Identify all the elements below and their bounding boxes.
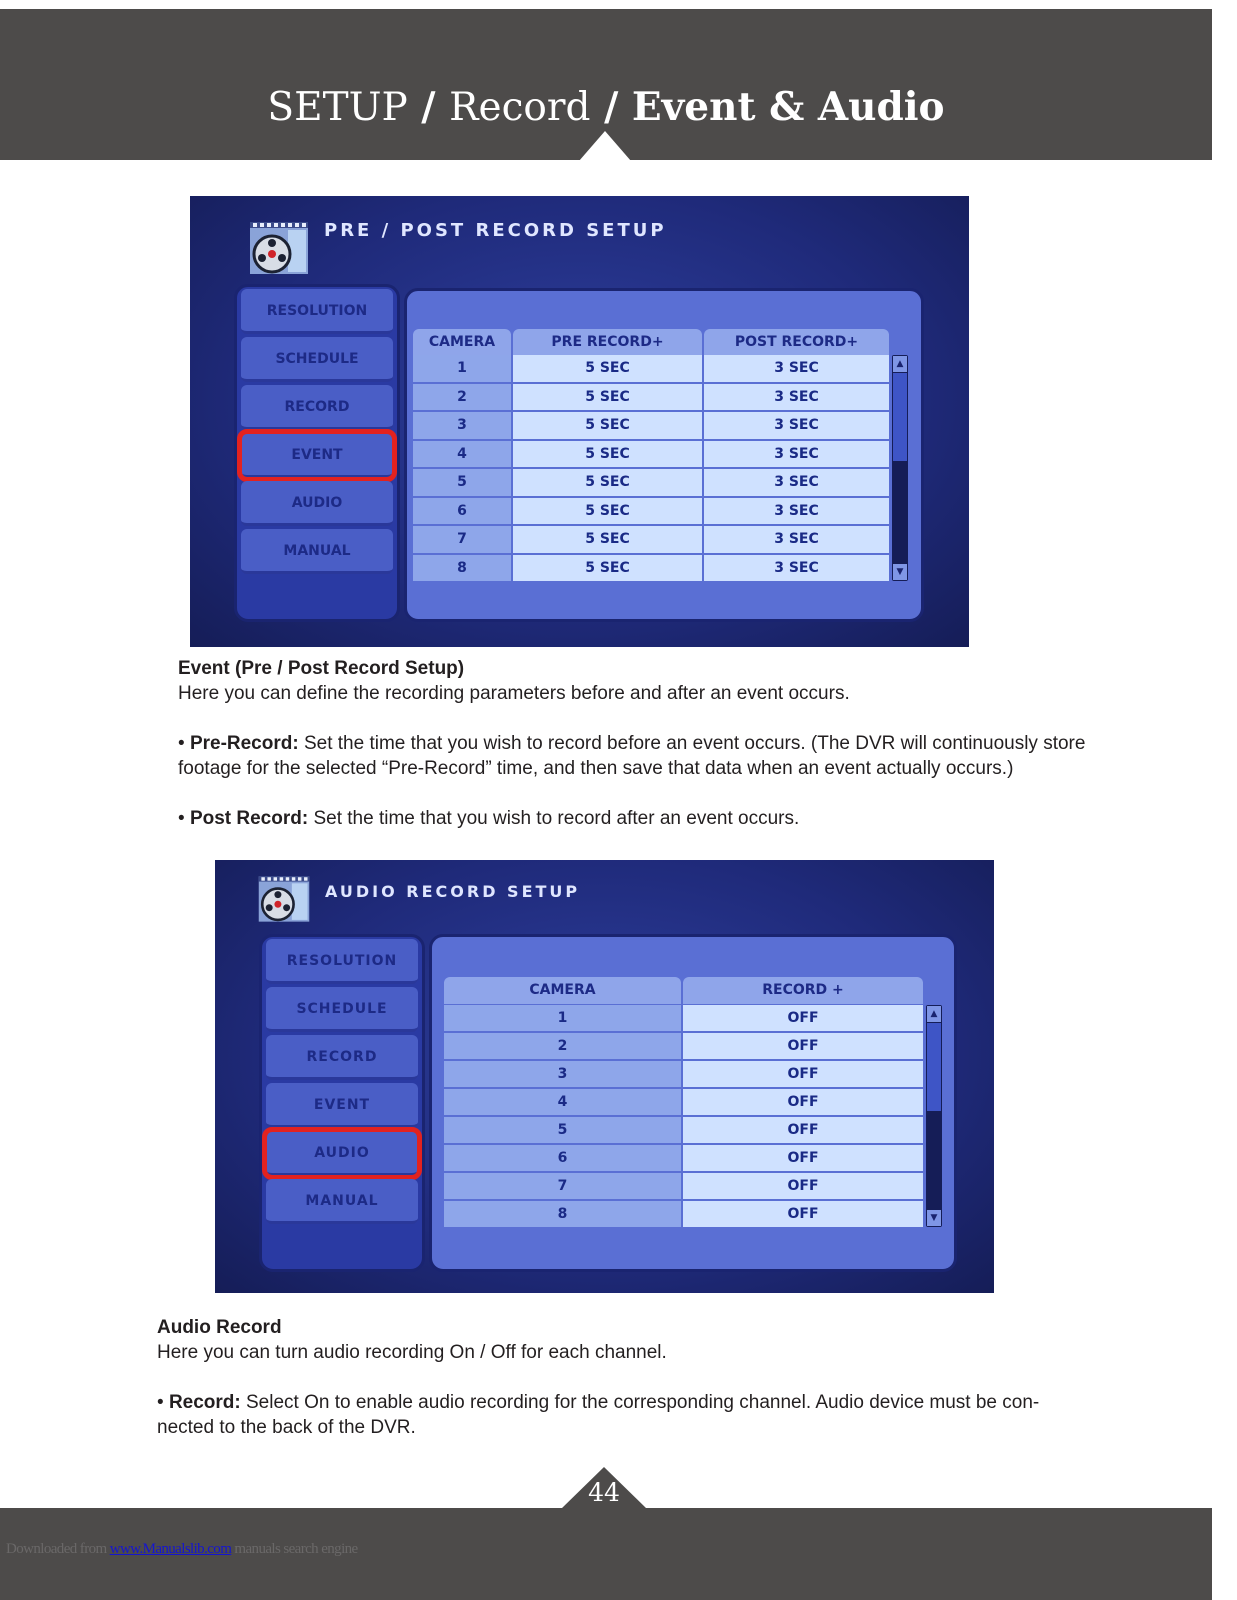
title-record: Record [449, 85, 591, 130]
setting-value-cell[interactable]: 3 SEC [704, 555, 889, 582]
column-header: PRE RECORD+ [513, 329, 702, 355]
credit-prefix: Downloaded from [6, 1541, 110, 1557]
menu-item-audio[interactable]: AUDIO [241, 481, 393, 526]
scroll-down-icon[interactable]: ▼ [927, 1210, 941, 1226]
event-heading: Event (Pre / Post Record Setup) [178, 658, 465, 679]
post-record-label: Post Record: [189, 808, 309, 829]
setting-value-cell[interactable]: 3 SEC [704, 384, 889, 411]
bullet: • [178, 733, 185, 754]
setting-value-cell[interactable]: 5 SEC [513, 384, 702, 411]
setting-value-cell[interactable]: OFF [683, 1033, 923, 1059]
scroll-thumb[interactable] [927, 1023, 941, 1111]
title-setup: SETUP [267, 85, 408, 130]
camera-number-cell: 4 [444, 1089, 681, 1115]
menu-item-event[interactable]: EVENT [241, 433, 393, 478]
scroll-thumb[interactable] [893, 373, 907, 461]
setting-value-cell[interactable]: 5 SEC [513, 498, 702, 525]
event-intro: Here you can define the recording parameters before and after an event occurs. [178, 683, 850, 704]
post-record-text: Set the time that you wish to record after an event occurs. [308, 808, 800, 829]
film-reel-icon [248, 218, 310, 278]
setting-value-cell[interactable]: 3 SEC [704, 412, 889, 439]
column-header: POST RECORD+ [704, 329, 889, 355]
audio-record-screenshot [215, 860, 994, 1293]
setting-value-cell[interactable]: 5 SEC [513, 526, 702, 553]
audio-heading: Audio Record [157, 1317, 282, 1338]
credit-suffix: manuals search engine [231, 1541, 358, 1557]
setting-value-cell[interactable]: 5 SEC [513, 441, 702, 468]
setting-value-cell[interactable]: OFF [683, 1061, 923, 1087]
record-text: Select On to enable audio recording for the corresponding channel. Audio device must be con-nected to the back of the DVR. [157, 1392, 1040, 1438]
menu-item-manual[interactable]: MANUAL [266, 1179, 418, 1224]
scroll-up-icon[interactable]: ▲ [893, 356, 907, 372]
table-scrollbar[interactable] [926, 1005, 942, 1227]
pre-record-text: Set the time that you wish to record before an event occurs. (The DVR will continuously store footage for the selected “Pre-Record” time, and then save that data when an event actually occurs.) [178, 733, 1086, 779]
setting-value-cell[interactable]: 5 SEC [513, 555, 702, 582]
table-panel [429, 934, 957, 1272]
camera-number-cell: 2 [413, 384, 511, 411]
setting-value-cell[interactable]: 5 SEC [513, 469, 702, 496]
camera-number-cell: 3 [413, 412, 511, 439]
record-label: Record: [168, 1392, 241, 1413]
bullet: • [178, 808, 185, 829]
manualslib-link[interactable]: www.Manualslib.com [109, 1541, 232, 1557]
screen-title: PRE / POST RECORD SETUP [324, 220, 667, 241]
pre-post-record-screenshot [190, 196, 969, 647]
setting-value-cell[interactable]: 3 SEC [704, 526, 889, 553]
camera-number-cell: 8 [444, 1201, 681, 1227]
setting-value-cell[interactable]: 3 SEC [704, 355, 889, 382]
setting-value-cell[interactable]: OFF [683, 1145, 923, 1171]
camera-number-cell: 8 [413, 555, 511, 582]
menu-item-schedule[interactable]: SCHEDULE [266, 987, 418, 1032]
record-paragraph [157, 1390, 1062, 1440]
camera-number-cell: 6 [444, 1145, 681, 1171]
column-header: CAMERA [413, 329, 511, 355]
camera-number-cell: 5 [444, 1117, 681, 1143]
column-header: RECORD + [683, 977, 923, 1004]
setting-value-cell[interactable]: 3 SEC [704, 498, 889, 525]
table-panel [404, 288, 924, 622]
column-header: CAMERA [444, 977, 681, 1004]
camera-number-cell: 6 [413, 498, 511, 525]
setting-value-cell[interactable]: OFF [683, 1173, 923, 1199]
menu-item-audio[interactable]: AUDIO [266, 1131, 418, 1176]
title-event-audio: Event & Audio [631, 84, 945, 130]
menu-item-record[interactable]: RECORD [266, 1035, 418, 1080]
camera-number-cell: 7 [444, 1173, 681, 1199]
setting-value-cell[interactable]: OFF [683, 1117, 923, 1143]
setting-value-cell[interactable]: OFF [683, 1089, 923, 1115]
post-record-paragraph [178, 806, 1098, 831]
bullet: • [157, 1392, 164, 1413]
title-separator: / [407, 84, 450, 130]
setting-value-cell[interactable]: OFF [683, 1005, 923, 1031]
page-title [0, 84, 1212, 131]
audio-intro: Here you can turn audio recording On / Off for each channel. [157, 1342, 667, 1363]
download-credit [6, 1541, 358, 1558]
camera-number-cell: 1 [413, 355, 511, 382]
camera-number-cell: 7 [413, 526, 511, 553]
menu-item-event[interactable]: EVENT [266, 1083, 418, 1128]
side-menu [234, 284, 400, 622]
menu-item-resolution[interactable]: RESOLUTION [266, 939, 418, 984]
title-separator: / [590, 84, 632, 130]
film-reel-icon [257, 872, 311, 926]
screen-title: AUDIO RECORD SETUP [325, 882, 581, 901]
audio-section [157, 1315, 1062, 1440]
event-section [178, 656, 1098, 831]
menu-item-resolution[interactable]: RESOLUTION [241, 289, 393, 334]
camera-number-cell: 4 [413, 441, 511, 468]
setting-value-cell[interactable]: OFF [683, 1201, 923, 1227]
setting-value-cell[interactable]: 5 SEC [513, 355, 702, 382]
menu-item-manual[interactable]: MANUAL [241, 529, 393, 574]
pre-record-label: Pre-Record: [189, 733, 299, 754]
camera-number-cell: 1 [444, 1005, 681, 1031]
header-notch [579, 131, 631, 161]
scroll-down-icon[interactable]: ▼ [893, 564, 907, 580]
menu-item-schedule[interactable]: SCHEDULE [241, 337, 393, 382]
setting-value-cell[interactable]: 5 SEC [513, 412, 702, 439]
menu-item-record[interactable]: RECORD [241, 385, 393, 430]
camera-number-cell: 3 [444, 1061, 681, 1087]
setting-value-cell[interactable]: 3 SEC [704, 441, 889, 468]
camera-number-cell: 2 [444, 1033, 681, 1059]
side-menu [259, 934, 425, 1272]
page-number: 44 [588, 1478, 620, 1507]
camera-number-cell: 5 [413, 469, 511, 496]
table-scrollbar[interactable] [892, 355, 908, 581]
scroll-up-icon[interactable]: ▲ [927, 1006, 941, 1022]
setting-value-cell[interactable]: 3 SEC [704, 469, 889, 496]
pre-record-paragraph [178, 731, 1098, 781]
